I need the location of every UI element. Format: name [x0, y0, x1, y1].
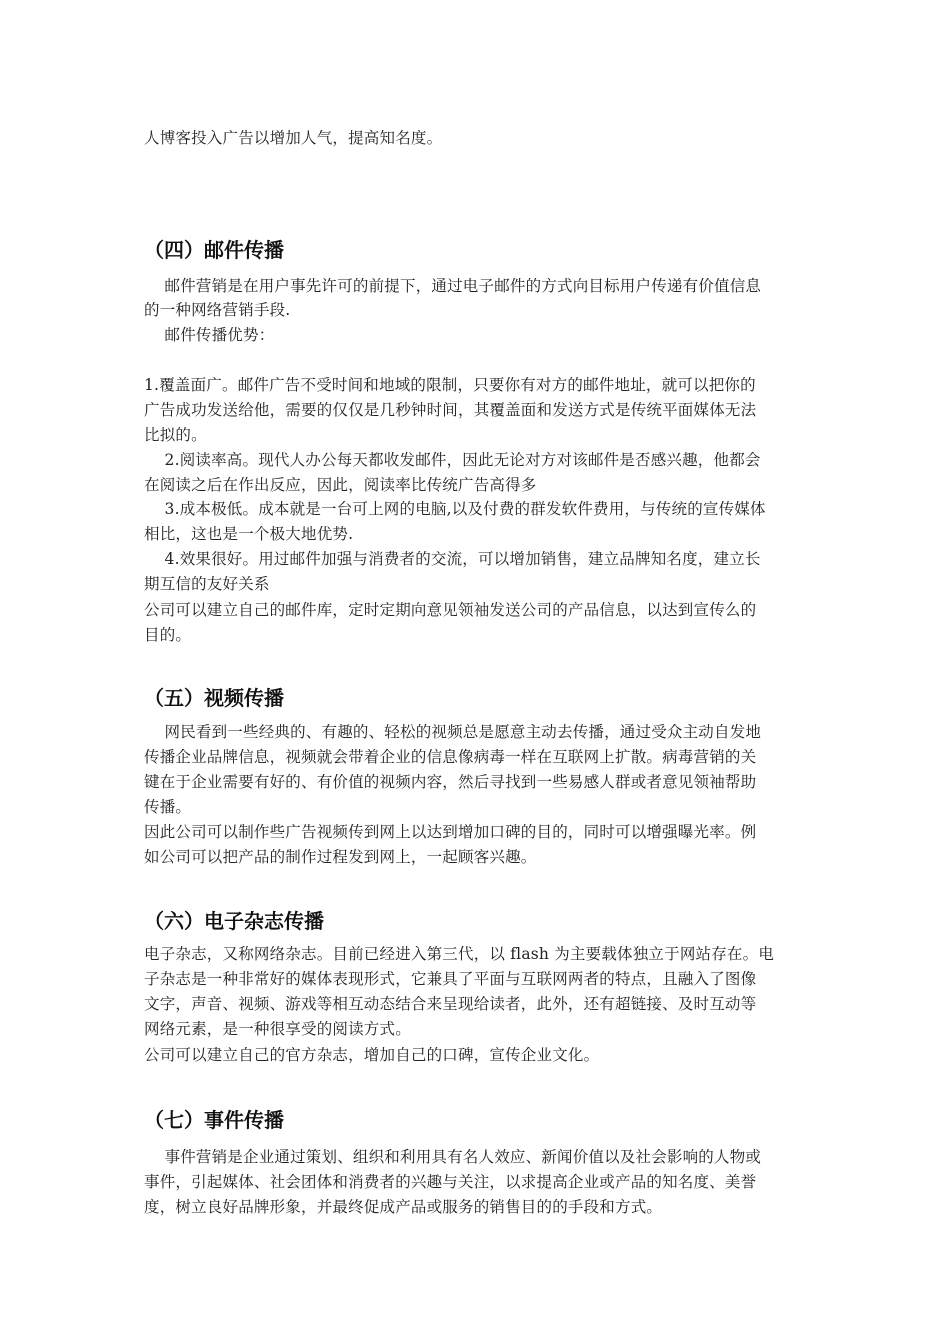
section-heading-video: （五）视频传播	[144, 686, 284, 710]
paragraph-line: 人博客投入广告以增加人气，提高知名度。	[144, 129, 443, 147]
section-heading-email: （四）邮件传播	[144, 238, 284, 262]
section-heading-emagazine: （六）电子杂志传播	[144, 909, 324, 933]
paragraph-line: 邮件营销是在用户事先许可的前提下，通过电子邮件的方式向目标用户传递有价值信息	[144, 277, 762, 295]
paragraph-line: 因此公司可以制作些广告视频传到网上以达到增加口碑的目的，同时可以增强曝光率。例	[144, 823, 757, 841]
paragraph-line: 事件营销是企业通过策划、组织和利用具有名人效应、新闻价值以及社会影响的人物或	[144, 1148, 762, 1166]
paragraph-line: 相比，这也是一个极大地优势.	[144, 525, 354, 543]
paragraph-line: 键在于企业需要有好的、有价值的视频内容，然后寻找到一些易感人群或者意见领袖帮助	[144, 773, 757, 791]
paragraph-line: 网民看到一些经典的、有趣的、轻松的视频总是愿意主动去传播，通过受众主动自发地	[144, 723, 762, 741]
paragraph-line: 广告成功发送给他，需要的仅仅是几秒钟时间，其覆盖面和发送方式是传统平面媒体无法	[144, 401, 757, 419]
paragraph-line: 传播企业品牌信息，视频就会带着企业的信息像病毒一样在互联网上扩散。病毒营销的关	[144, 748, 757, 766]
paragraph-line: 在阅读之后在作出反应，因此，阅读率比传统广告高得多	[144, 476, 537, 494]
paragraph-line: 目的。	[144, 626, 192, 644]
paragraph-line: 电子杂志，又称网络杂志。目前已经进入第三代，以 flash 为主要载体独立于网站存在。电	[144, 945, 775, 963]
paragraph-line: 4.效果很好。用过邮件加强与消费者的交流，可以增加销售，建立品牌知名度，建立长	[144, 550, 761, 568]
paragraph-line: 期互信的友好关系	[144, 575, 270, 593]
paragraph-line: 公司可以建立自己的邮件库，定时定期向意见领袖发送公司的产品信息，以达到宣传么的	[144, 601, 757, 619]
paragraph-line: 1.覆盖面广。邮件广告不受时间和地域的限制，只要你有对方的邮件地址，就可以把你的	[144, 376, 756, 394]
paragraph-line: 子杂志是一种非常好的媒体表现形式，它兼具了平面与互联网两者的特点，且融入了图像	[144, 970, 757, 988]
paragraph-line: 比拟的。	[144, 426, 207, 444]
paragraph-line: 文字，声音、视频、游戏等相互动态结合来呈现给读者，此外，还有超链接、及时互动等	[144, 995, 757, 1013]
section-heading-event: （七）事件传播	[144, 1108, 284, 1132]
paragraph-line: 如公司可以把产品的制作过程发到网上，一起顾客兴趣。	[144, 848, 537, 866]
paragraph-line: 邮件传播优势：	[144, 326, 275, 344]
paragraph-line: 2.阅读率高。现代人办公每天都收发邮件，因此无论对方对该邮件是否感兴趣，他都会	[144, 451, 761, 469]
paragraph-line: 事件，引起媒体、社会团体和消费者的兴趣与关注，以求提高企业或产品的知名度、美誉	[144, 1173, 757, 1191]
paragraph-line: 的一种网络营销手段.	[144, 301, 291, 319]
paragraph-line: 网络元素，是一种很享受的阅读方式。	[144, 1020, 411, 1038]
paragraph-line: 公司可以建立自己的官方杂志，增加自己的口碑，宣传企业文化。	[144, 1046, 600, 1064]
paragraph-line: 3.成本极低。成本就是一台可上网的电脑,以及付费的群发软件费用，与传统的宣传媒体	[144, 500, 766, 518]
paragraph-line: 传播。	[144, 798, 192, 816]
paragraph-line: 度，树立良好品牌形象，并最终促成产品或服务的销售目的的手段和方式。	[144, 1198, 663, 1216]
